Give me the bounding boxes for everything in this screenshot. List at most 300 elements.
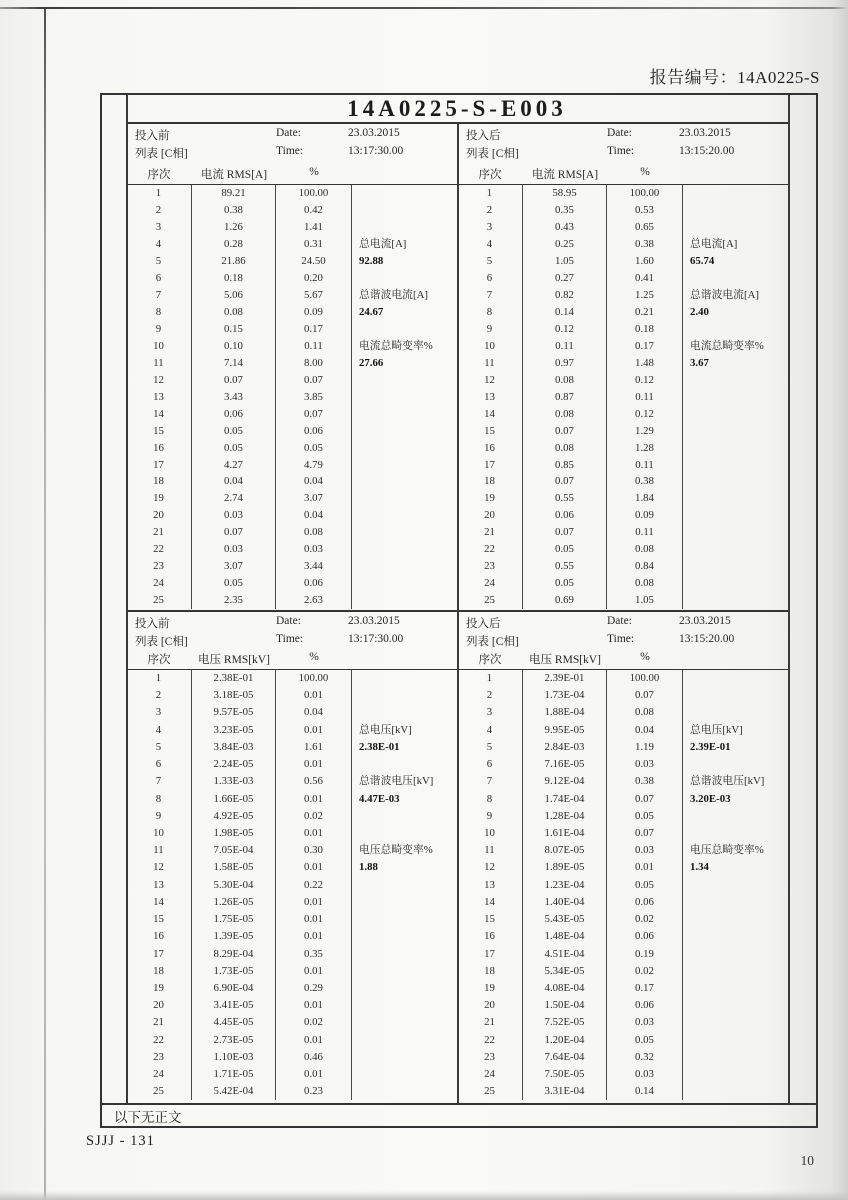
column-headers [457,651,788,667]
annotation-value: 24.67 [359,305,384,318]
table-row [126,877,457,894]
date-value: 23.03.2015 [348,615,400,627]
date-value: 23.03.2015 [679,127,731,139]
table-row [126,372,457,389]
cell-seq: 10 [457,825,523,842]
annotation-empty [683,963,788,980]
cell-seq: 8 [126,304,192,321]
cell-seq: 1 [126,185,192,202]
annotation-empty [683,894,788,911]
table-row [126,808,457,825]
cell-rms: 1.26 [192,219,276,236]
cell-rms: 0.25 [523,236,607,253]
cell-pct: 5.67 [276,287,352,304]
cell-seq: 5 [457,253,523,270]
column-headers [126,651,457,667]
cell-pct: 0.84 [607,558,683,575]
cell-seq: 9 [457,808,523,825]
footer-note: 以下无正文 [102,1103,816,1126]
annotation-value: 1.88 [359,861,378,874]
cell-pct: 0.01 [276,911,352,928]
cell-pct: 1.28 [607,440,683,457]
cell-pct: 0.01 [276,825,352,842]
cell-seq: 8 [126,791,192,808]
table-row [126,558,457,575]
table-row [126,423,457,440]
cell-seq: 6 [126,756,192,773]
cell-pct: 0.18 [607,321,683,338]
annotation-empty [683,473,788,490]
cell-rms: 0.18 [192,270,276,287]
cell-rms: 89.21 [192,185,276,202]
report-number-value: 14A0225-S [737,68,820,87]
annotation-empty [352,980,457,997]
cell-rms: 5.42E-04 [192,1083,276,1100]
cell-rms: 0.14 [523,304,607,321]
cell-pct: 2.63 [276,592,352,609]
cell-rms: 9.12E-04 [523,773,607,790]
cell-seq: 13 [126,877,192,894]
cell-rms: 1.89E-05 [523,859,607,876]
date-label: Date: [607,127,632,139]
annotation-empty [352,997,457,1014]
panel-header-voltage-before [126,612,457,669]
cell-rms: 3.84E-03 [192,739,276,756]
table-row [126,287,457,304]
cell-seq: 12 [457,859,523,876]
table-row [457,1083,788,1100]
table-row [126,722,457,739]
cell-seq: 17 [457,457,523,474]
table-row [126,739,457,756]
cell-rms: 0.05 [192,423,276,440]
cell-rms: 3.31E-04 [523,1083,607,1100]
cell-rms: 1.20E-04 [523,1032,607,1049]
cell-rms: 3.18E-05 [192,687,276,704]
cell-seq: 14 [126,406,192,423]
cell-seq: 13 [457,389,523,406]
cell-seq: 7 [126,287,192,304]
cell-seq: 22 [457,1032,523,1049]
cell-seq: 15 [457,911,523,928]
annotation-empty [683,928,788,945]
table-row [126,859,457,876]
panel-data-voltage-before [126,670,457,1101]
cell-seq: 6 [126,270,192,287]
date-value: 23.03.2015 [679,615,731,627]
cell-seq: 15 [126,911,192,928]
cell-rms: 7.52E-05 [523,1014,607,1031]
cell-seq: 11 [457,842,523,859]
cell-pct: 0.01 [276,722,352,739]
annotation-empty [683,321,788,338]
annotation-empty [352,473,457,490]
cell-seq: 25 [126,592,192,609]
cell-rms: 0.28 [192,236,276,253]
cell-pct: 4.79 [276,457,352,474]
cell-seq: 9 [457,321,523,338]
cell-pct: 0.09 [607,507,683,524]
table-row [126,541,457,558]
panel-state-label: 投入前 [135,130,170,142]
cell-seq: 19 [126,980,192,997]
table-row [457,911,788,928]
table-row [126,1083,457,1100]
cell-pct: 0.14 [607,1083,683,1100]
annotation-empty [683,558,788,575]
cell-rms: 1.88E-04 [523,704,607,721]
time-label: Time: [276,633,304,645]
cell-pct: 0.07 [276,406,352,423]
annotation-value: 92.88 [359,254,384,267]
table-row [126,507,457,524]
report-title: 14A0225-S-E003 [126,95,788,124]
sections-container [102,124,816,1101]
cell-seq: 25 [457,592,523,609]
cell-rms: 1.23E-04 [523,877,607,894]
table-row [126,842,457,859]
cell-pct: 0.05 [276,440,352,457]
cell-seq: 13 [457,877,523,894]
table-row [126,202,457,219]
cell-pct: 0.38 [607,773,683,790]
cell-seq: 22 [126,1032,192,1049]
cell-pct: 0.02 [276,808,352,825]
table-row [457,185,788,202]
cell-rms: 7.50E-05 [523,1066,607,1083]
cell-rms: 4.08E-04 [523,980,607,997]
cell-rms: 0.06 [192,406,276,423]
cell-pct: 0.03 [607,842,683,859]
table-row [457,440,788,457]
annotation-empty [352,592,457,609]
cell-seq: 18 [126,963,192,980]
cell-pct: 0.23 [276,1083,352,1100]
table-row [126,592,457,609]
cell-pct: 0.05 [607,808,683,825]
table-row [457,739,788,756]
cell-pct: 0.11 [607,524,683,541]
cell-pct: 0.03 [607,756,683,773]
annotation-value: 1.34 [690,861,709,874]
cell-pct: 0.02 [276,1014,352,1031]
cell-rms: 3.41E-05 [192,997,276,1014]
annotation-empty [352,963,457,980]
cell-rms: 7.16E-05 [523,756,607,773]
time-value: 13:17:30.00 [348,633,404,645]
table-row [457,946,788,963]
time-label: Time: [607,145,635,157]
annotation-empty [683,670,788,687]
annotation-empty [352,406,457,423]
table-row [457,524,788,541]
annotation-empty [683,911,788,928]
annotation-empty [683,687,788,704]
annotation-empty [683,406,788,423]
table-row [126,219,457,236]
cell-pct: 0.01 [276,997,352,1014]
annotation-empty [352,670,457,687]
annotation-empty [683,877,788,894]
table-right-rule [788,95,790,1103]
cell-pct: 0.35 [276,946,352,963]
annotation-label: 总谐波电压[kV] [359,775,434,788]
report-table-frame [100,93,818,1128]
cell-seq: 24 [457,1066,523,1083]
cell-seq: 18 [457,963,523,980]
col-header-seq: 序次 [478,654,502,666]
date-value: 23.03.2015 [348,127,400,139]
cell-rms: 1.73E-04 [523,687,607,704]
table-row [126,825,457,842]
cell-pct: 0.08 [276,524,352,541]
annotation-empty [352,1032,457,1049]
form-code: SJJJ - 131 [86,1133,155,1149]
cell-rms: 1.05 [523,253,607,270]
table-row [126,338,457,355]
cell-seq: 7 [457,287,523,304]
annotation-label: 总电压[kV] [359,723,412,736]
annotation-label: 总电流[A] [359,237,407,250]
table-row [457,791,788,808]
cell-pct: 1.29 [607,423,683,440]
table-row [126,270,457,287]
cell-seq: 24 [457,575,523,592]
cell-seq: 19 [457,490,523,507]
cell-seq: 21 [126,1014,192,1031]
cell-pct: 0.06 [607,928,683,945]
table-row [126,457,457,474]
cell-rms: 1.33E-03 [192,773,276,790]
cell-pct: 0.01 [276,791,352,808]
table-row [126,1049,457,1066]
annotation-empty [683,185,788,202]
cell-seq: 4 [457,236,523,253]
cell-pct: 0.02 [607,911,683,928]
cell-rms: 0.08 [523,406,607,423]
cell-pct: 100.00 [607,185,683,202]
cell-seq: 23 [126,1049,192,1066]
cell-seq: 11 [457,355,523,372]
cell-rms: 4.45E-05 [192,1014,276,1031]
col-header-seq: 序次 [147,654,171,666]
cell-pct: 0.07 [276,372,352,389]
annotation-value: 2.39E-01 [690,740,731,753]
annotation-empty [683,219,788,236]
cell-rms: 2.35 [192,592,276,609]
panel-list-label: 列表 [C相] [466,148,519,160]
table-row [457,704,788,721]
panel-list-label: 列表 [C相] [135,636,188,648]
cell-pct: 0.38 [607,236,683,253]
cell-seq: 4 [126,722,192,739]
cell-pct: 0.65 [607,219,683,236]
cell-pct: 0.04 [607,722,683,739]
table-row [457,592,788,609]
cell-rms: 0.35 [523,202,607,219]
col-header-pct: % [309,166,319,178]
annotation-value: 3.67 [690,356,709,369]
cell-pct: 0.06 [276,575,352,592]
annotation-empty [352,877,457,894]
cell-seq: 5 [457,739,523,756]
table-row [457,287,788,304]
table-row [457,473,788,490]
panel-list-label: 列表 [C相] [466,636,519,648]
cell-seq: 11 [126,355,192,372]
cell-pct: 100.00 [276,670,352,687]
scan-top-edge [0,7,848,9]
cell-rms: 0.55 [523,558,607,575]
table-row [126,791,457,808]
col-header-pct: % [640,651,650,663]
cell-rms: 0.82 [523,287,607,304]
cell-pct: 0.03 [276,541,352,558]
panel-header-current-before [126,124,457,184]
table-row [126,928,457,945]
table-row [457,304,788,321]
cell-pct: 0.06 [276,423,352,440]
cell-pct: 3.44 [276,558,352,575]
cell-pct: 0.01 [607,859,683,876]
cell-seq: 24 [126,1066,192,1083]
table-row [126,773,457,790]
cell-pct: 0.04 [276,507,352,524]
cell-pct: 0.56 [276,773,352,790]
annotation-empty [683,1066,788,1083]
annotation-empty [683,270,788,287]
table-row [457,406,788,423]
cell-rms: 0.10 [192,338,276,355]
cell-pct: 0.01 [276,687,352,704]
cell-rms: 4.27 [192,457,276,474]
panel-list-label: 列表 [C相] [135,148,188,160]
annotation-label: 总谐波电流[A] [690,288,759,301]
cell-pct: 0.41 [607,270,683,287]
annotation-value: 65.74 [690,254,715,267]
table-row [126,524,457,541]
cell-rms: 0.03 [192,507,276,524]
table-row [126,687,457,704]
table-row [126,253,457,270]
annotation-empty [683,1049,788,1066]
table-row [457,355,788,372]
cell-seq: 12 [457,372,523,389]
cell-rms: 0.07 [192,524,276,541]
annotation-empty [352,507,457,524]
table-row [457,457,788,474]
cell-rms: 1.74E-04 [523,791,607,808]
cell-rms: 0.05 [523,541,607,558]
cell-seq: 23 [457,558,523,575]
table-row [126,1066,457,1083]
cell-seq: 1 [126,670,192,687]
cell-seq: 18 [126,473,192,490]
cell-seq: 22 [457,541,523,558]
cell-rms: 58.95 [523,185,607,202]
annotation-empty [683,756,788,773]
date-label: Date: [276,127,301,139]
annotation-empty [352,219,457,236]
cell-pct: 1.05 [607,592,683,609]
annotation-empty [352,202,457,219]
date-label: Date: [607,615,632,627]
cell-seq: 21 [126,524,192,541]
cell-rms: 1.71E-05 [192,1066,276,1083]
cell-seq: 7 [457,773,523,790]
cell-seq: 1 [457,670,523,687]
table-left-rule [126,95,128,1103]
annotation-empty [683,507,788,524]
cell-rms: 0.03 [192,541,276,558]
cell-seq: 2 [457,687,523,704]
cell-pct: 0.08 [607,704,683,721]
annotation-value: 27.66 [359,356,384,369]
cell-seq: 6 [457,270,523,287]
cell-rms: 2.39E-01 [523,670,607,687]
table-row [457,859,788,876]
cell-pct: 1.19 [607,739,683,756]
annotation-empty [683,524,788,541]
annotation-empty [683,1083,788,1100]
cell-rms: 2.73E-05 [192,1032,276,1049]
table-row [457,1032,788,1049]
annotation-empty [683,997,788,1014]
table-row [126,980,457,997]
annotation-empty [352,541,457,558]
cell-pct: 3.85 [276,389,352,406]
table-row [457,423,788,440]
cell-rms: 0.55 [523,490,607,507]
annotation-label: 电流总畸变率% [690,339,764,352]
annotation-empty [683,202,788,219]
cell-seq: 13 [126,389,192,406]
cell-pct: 0.19 [607,946,683,963]
scan-bottom-edge [0,1191,848,1200]
panel-data-current-before [126,185,457,610]
table-row [457,389,788,406]
table-row [457,722,788,739]
annotation-empty [683,704,788,721]
annotation-empty [352,894,457,911]
cell-rms: 0.12 [523,321,607,338]
cell-rms: 7.05E-04 [192,842,276,859]
cell-seq: 2 [126,687,192,704]
cell-rms: 0.27 [523,270,607,287]
cell-pct: 0.05 [607,1032,683,1049]
cell-rms: 4.92E-05 [192,808,276,825]
table-row [126,963,457,980]
cell-rms: 1.61E-04 [523,825,607,842]
cell-rms: 8.07E-05 [523,842,607,859]
report-number [650,63,820,88]
cell-seq: 15 [126,423,192,440]
annotation-label: 总电流[A] [690,237,738,250]
annotation-empty [352,946,457,963]
cell-pct: 0.06 [607,997,683,1014]
table-row [457,321,788,338]
scan-right-edge [832,0,848,1200]
cell-seq: 18 [457,473,523,490]
cell-rms: 0.05 [192,440,276,457]
cell-seq: 3 [126,704,192,721]
cell-pct: 0.05 [607,877,683,894]
cell-pct: 24.50 [276,253,352,270]
cell-pct: 0.12 [607,406,683,423]
cell-seq: 9 [126,321,192,338]
cell-seq: 3 [126,219,192,236]
table-row [457,877,788,894]
